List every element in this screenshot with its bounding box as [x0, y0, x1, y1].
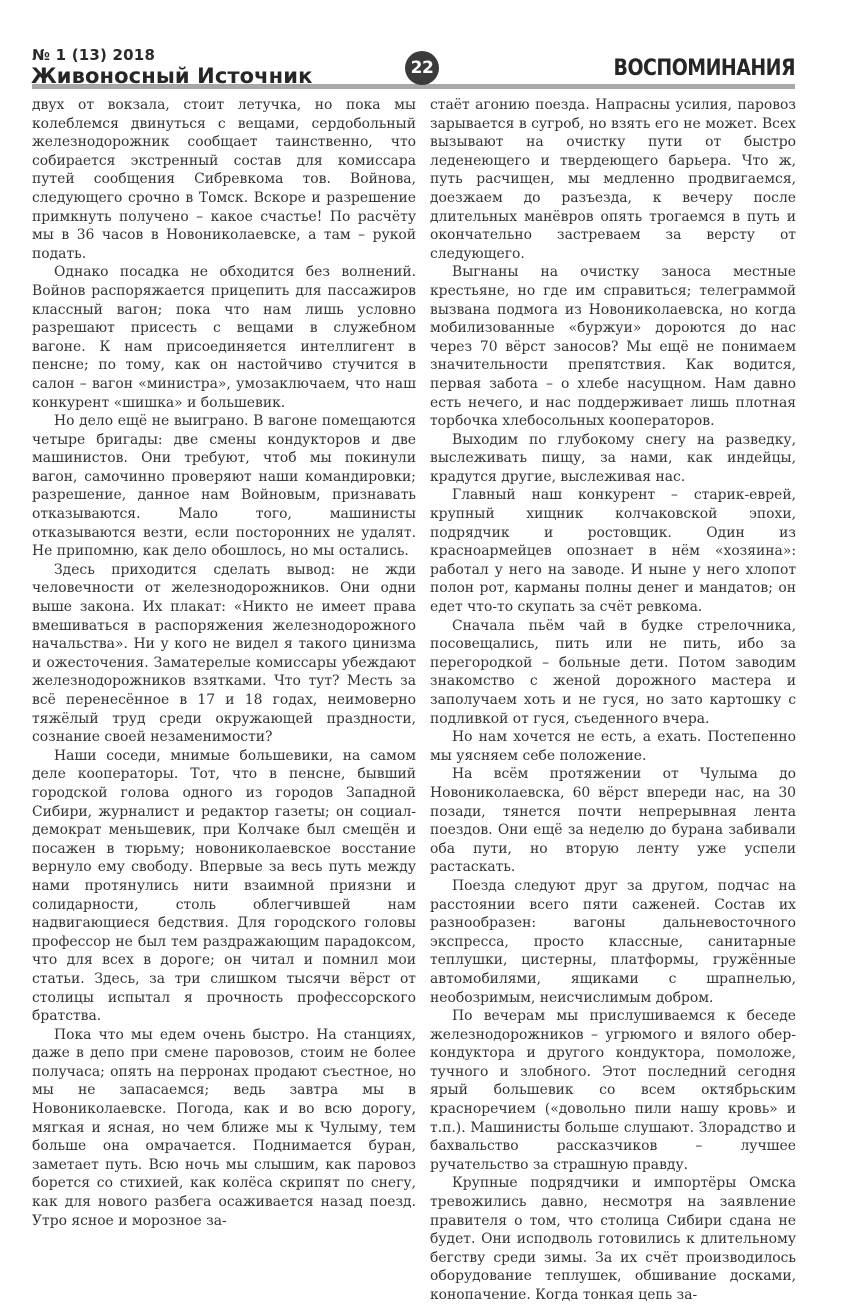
paragraph: Но дело ещё не выиграно. В вагоне помещаются четыре бригады: две смены кондукторов и две машинистов. Они требуют, чтоб мы покинули вагон, самочинно проверяют наши командировки; разрешение, данное нам Войновым, признавать отказываются. Мало того, машинисты отказываются везти, если посторонних не удалят. Не припомню, как дело обошлось, но мы остались. — [32, 413, 416, 560]
paragraph: Поезда следуют друг за другом, подчас на расстоянии всего пяти саженей. Состав их разнообразен: вагоны дальневосточного экспресса, просто классные, санитарные теплушки, цистерны, платформы, гружённые автомобилями, ящиками с шрапнелью, необозримым, неисчислимым добром. — [430, 877, 796, 1006]
paragraph: Главный наш конкурент – старик-еврей, крупный хищник колчаковской эпохи, подрядчик и ростовщик. Один из красноармейцев опознает в нём «хозяина»: работал у него на заводе. И ныне у него хлопот полон рот, карманы полны денег и мандатов; он едет что-то скупать за счёт ревкома. — [430, 487, 796, 616]
paragraph: стаёт агонию поезда. Напрасны усилия, паровоз зарывается в сугроб, но взять его не может. Всех вызывают на очистку пути от быстро леденеющего и твердеющего барьера. Что ж, путь расчищен, мы медленно продвигаемся, доезжаем до разъезда, к вечеру после длительных манёвров опять трогаемся в путь и окончательно застреваем за версту от следующего. — [430, 97, 796, 262]
paragraph: двух от вокзала, стоит летучка, но пока мы колеблемся двинуться с вещами, сердобольный железнодорожник сообщает таинственно, что собирается экстренный состав для комиссара путей сообщения Сибревкома тов. Войнова, следующего срочно в Томск. Вскоре и разрешение примкнуть получено – какое счастье! По расчёту мы в 36 часов в Новониколаевске, а там – рукой подать. — [32, 97, 416, 262]
paragraph: На всём протяжении от Чулыма до Новониколаевска, 60 вёрст впереди нас, на 30 позади, тянется почти непрерывная лента поездов. Они ещё за неделю до бурана забивали оба пути, но вторую ленту уже успели растаскать. — [430, 766, 796, 876]
section-title: ВОСПОМИНАНИЯ — [613, 56, 795, 81]
magazine-title: Живоносный Источник — [31, 64, 313, 88]
paragraph: По вечерам мы прислушиваемся к беседе железнодорожников – угрюмого и вялого обер-кондуктора и другого кондуктора, помоложе, тучного и злобного. Этот последний сегодня ярый большевик со всем октябрьским красноречием («довольно пили нашу кровь» и т.п.). Машинисты больше слушают. Злорадство и бахвальство рассказчиков – лучшее ручательство за страшную правду. — [430, 1008, 796, 1173]
paragraph: Но нам хочется не есть, а ехать. Постепенно мы уясняем себе положение. — [430, 729, 796, 764]
paragraph: Однако посадка не обходится без волнений. Войнов распоряжается прицепить для пассажиров классный вагон; пока что нам лишь условно разрешают присесть с вещами в служебном вагоне. К нам присоединяется интеллигент в пенсне; по тому, как он настойчиво стучится в салон – вагон «министра», умозаключаем, что наш конкурент «шишка» и большевик. — [32, 264, 416, 411]
paragraph: Выходим по глубокому снегу на разведку, выслеживать пищу, за нами, как индейцы, крадутся другие, выслеживая нас. — [430, 431, 796, 485]
paragraph: Сначала пьём чай в будке стрелочника, посовещались, пить или не пить, ибо за перегородкой – больные дети. Потом заводим знакомство с женой дорожного мастера и заполучаем хоть и не гуся, но зато картошку с подливкой от гуся, съеденного вчера. — [430, 617, 796, 727]
paragraph: Пока что мы едем очень быстро. На станциях, даже в депо при смене паровозов, стоим не более получаса; опять на перронах продают съестное, но мы не запасаемся; ведь завтра мы в Новониколаевске. Погода, как и во всю дорогу, мягкая и ясная, но чем ближе мы к Чулыму, тем больше она омрачается. Поднимается буран, заметает путь. Всю ночь мы слышим, как паровоз борется со стихией, как колёса скрипят по снегу, как для нового разбега осаживается назад поезд. Утро ясное и морозное за- — [32, 1026, 416, 1229]
article-column-left — [32, 96, 416, 1230]
paragraph: Здесь приходится сделать вывод: не жди человечности от железнодорожников. Они одни выше закона. Их плакат: «Никто не имеет права вмешиваться в распоряжения железнодорожного начальства». Ни у кого не видел я такого цинизма и ожесточения. Заматерелые комиссары убеждают железнодорожников взятками. Что тут? Месть за всё перенесённое в 17 и 18 годах, неимоверно тяжёлый труд среди окружающей праздности, сознание своей незаменимости? — [32, 561, 416, 746]
paragraph: Крупные подрядчики и импортёры Омска тревожились давно, несмотря на заявление правителя о том, что столица Сибири сдана не будет. Они исподволь готовились к длительному бегству среди зимы. За их счёт производилось оборудование теплушек, обшивание досками, конопачение. Когда тонкая цепь за- — [430, 1175, 796, 1303]
paragraph: Наши соседи, мнимые большевики, на самом деле кооператоры. Тот, что в пенсне, бывший городской голова одного из городов Западной Сибири, журналист и редактор газеты; он социал-демократ меньшевик, при Колчаке был смещён и посажен в тюрьму; новониколаевское восстание вернуло ему свободу. Впервые за весь путь между нами протянулись нити взаимной приязни и солидарности, столь облегчившей нам надвигающиеся бедствия. Для городского головы профессор не был тем раздражающим парадоксом, что для всех в дороге; он читал и помнил мои статьи. Здесь, за три слишком тысячи вёрст от столицы испытал я прочность профессорского братства. — [32, 747, 416, 1025]
issue-number: № 1 (13) 2018 — [32, 46, 156, 64]
page-number-badge: 22 — [405, 51, 439, 85]
article-column-right — [430, 96, 796, 1305]
paragraph: Выгнаны на очистку заноса местные крестьяне, но где им справиться; телеграммой вызвана подмога из Новониколаевска, но когда мобилизованные «буржуи» дороются до нас через 70 вёрст заносов? Мы ещё не понимаем значительности препятствия. Как водится, первая забота – о хлебе насущном. Нам давно есть нечего, и нас поддерживает лишь плотная торбочка хлебосольных кооператоров. — [430, 264, 796, 430]
page-header — [0, 0, 848, 100]
